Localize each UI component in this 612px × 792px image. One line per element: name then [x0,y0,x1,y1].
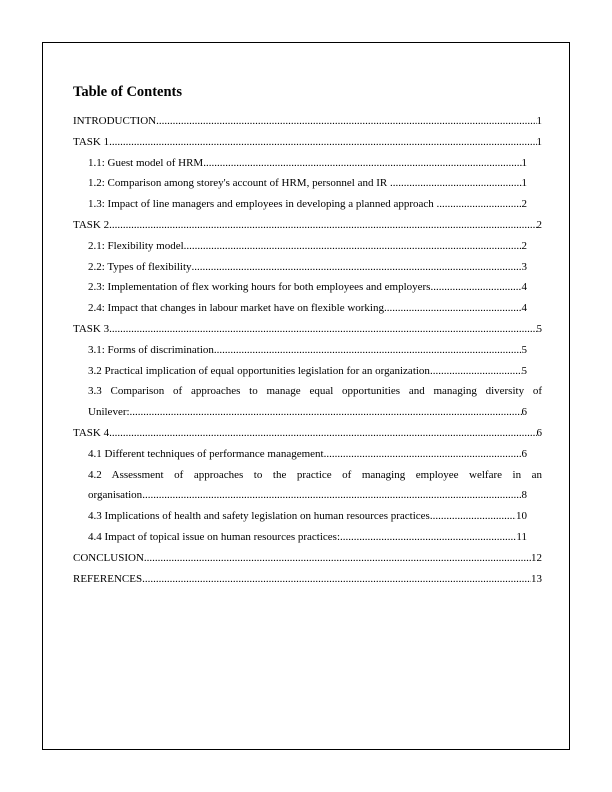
toc-entry-3-2[interactable] [73,361,542,382]
dot-leader [109,319,536,340]
toc-entry-line2 [88,485,542,506]
dot-leader [340,527,516,548]
toc-entry-page: 13 [531,572,542,585]
dot-leader [142,485,521,506]
dot-leader [430,361,522,382]
toc-entry-page: 2 [536,218,542,231]
toc-entry-introduction[interactable] [73,111,542,132]
toc-entry-task-3[interactable] [73,319,542,340]
toc-entry-label: TASK 1 [73,135,110,148]
toc-entry-page: 10 [516,510,527,523]
toc-entry-page: 4 [521,281,527,294]
toc-entry-4-2[interactable] [73,465,542,507]
toc-entry-page: 6 [521,406,527,419]
dot-leader [384,298,522,319]
toc-entry-label: 2.4: Impact that changes in labour market have on flexible working [88,302,384,315]
toc-entry-label: 2.3: Implementation of flex working hours for both employees and employers [88,281,431,294]
toc-entry-label: INTRODUCTION [73,115,157,127]
toc-entry-label: TASK 4 [73,426,110,439]
dot-leader [142,569,531,590]
toc-entry-label-line2: Unilever: [88,406,130,419]
toc-entry-label: 1.2: Comparison among storey's account of HRM, personnel and IR [88,177,390,190]
toc-entry-page: 5 [536,322,542,335]
dot-leader [156,111,536,132]
toc-entry-1-1[interactable] [73,153,542,174]
toc-entry-2-2[interactable] [73,257,542,278]
toc-entry-label: REFERENCES [73,572,143,585]
toc-entry-label: 3.2 Practical implication of equal opportunities legislation for an organization [88,364,430,377]
toc-entry-page: 3 [521,260,527,273]
toc-entry-page: 1 [521,177,527,190]
toc-title: Table of Contents [73,84,183,100]
toc-entry-label-line1: 4.2 Assessment of approaches to the practice of managing employee welfare in an [88,468,542,481]
toc-entry-1-2[interactable] [73,173,542,194]
dot-leader [109,215,536,236]
toc-entry-label: 2.2: Types of flexibility [88,260,192,273]
dot-leader [430,506,516,527]
toc-entry-label: 1.1: Guest model of HRM [88,156,204,169]
toc-entry-task-1[interactable] [73,132,542,153]
dot-leader [203,153,521,174]
toc-entry-references[interactable] [73,569,542,590]
dot-leader [437,194,522,215]
toc-entry-page: 6 [521,447,527,460]
dot-leader [109,423,536,444]
toc-entry-page: 11 [516,530,527,543]
toc-entry-label: TASK 3 [73,322,110,335]
toc-entry-page: 5 [521,343,527,356]
toc-entry-page: 1 [536,115,542,127]
toc-entry-label: 4.1 Different techniques of performance management [88,447,324,460]
toc-entry-label: 4.3 Implications of health and safety legislation on human resources practices [88,510,430,523]
dot-leader [144,548,531,569]
dot-leader [214,340,522,361]
toc-entry-label: 4.4 Impact of topical issue on human resources practices: [88,530,341,543]
toc-entry-page: 6 [536,426,542,439]
toc-entry-label: 1.3: Impact of line managers and employees in developing a planned approach [88,198,437,211]
toc-entry-label: TASK 2 [73,218,110,231]
dot-leader [430,277,521,298]
dot-leader [130,402,522,423]
toc-entry-page: 4 [521,302,527,315]
toc-entry-label-line2: organisation [88,489,143,502]
toc-entry-task-2[interactable] [73,215,542,236]
toc-entry-page: 12 [531,551,542,564]
toc-entry-label: CONCLUSION [73,551,144,564]
toc-entry-2-1[interactable] [73,236,542,257]
toc-entry-4-3[interactable] [73,506,542,527]
dot-leader [109,132,536,153]
toc-entry-task-4[interactable] [73,423,542,444]
toc-entry-4-4[interactable] [73,527,542,548]
toc-entry-page: 5 [521,364,527,377]
toc-entry-page: 2 [521,239,527,252]
dot-leader [390,173,522,194]
dot-leader [184,236,522,257]
toc-list [73,111,542,589]
toc-entry-2-3[interactable] [73,277,542,298]
toc-entry-page: 8 [521,489,527,502]
toc-entry-label: 2.1: Flexibility model [88,239,184,252]
toc-entry-conclusion[interactable] [73,548,542,569]
toc-entry-3-3[interactable] [73,381,542,423]
toc-entry-page: 2 [521,198,527,211]
toc-entry-1-3[interactable] [73,194,542,215]
toc-entry-line2 [88,402,542,423]
toc-entry-label-line1: 3.3 Comparison of approaches to manage equal opportunities and managing diversity of [88,385,542,398]
toc-entry-2-4[interactable] [73,298,542,319]
toc-entry-label: 3.1: Forms of discrimination [88,343,214,356]
toc-entry-page: 1 [536,135,542,148]
dot-leader [324,444,522,465]
toc-entry-page: 1 [521,156,527,169]
toc-entry-4-1[interactable] [73,444,542,465]
dot-leader [192,257,522,278]
toc-entry-3-1[interactable] [73,340,542,361]
table-of-contents [73,84,542,589]
